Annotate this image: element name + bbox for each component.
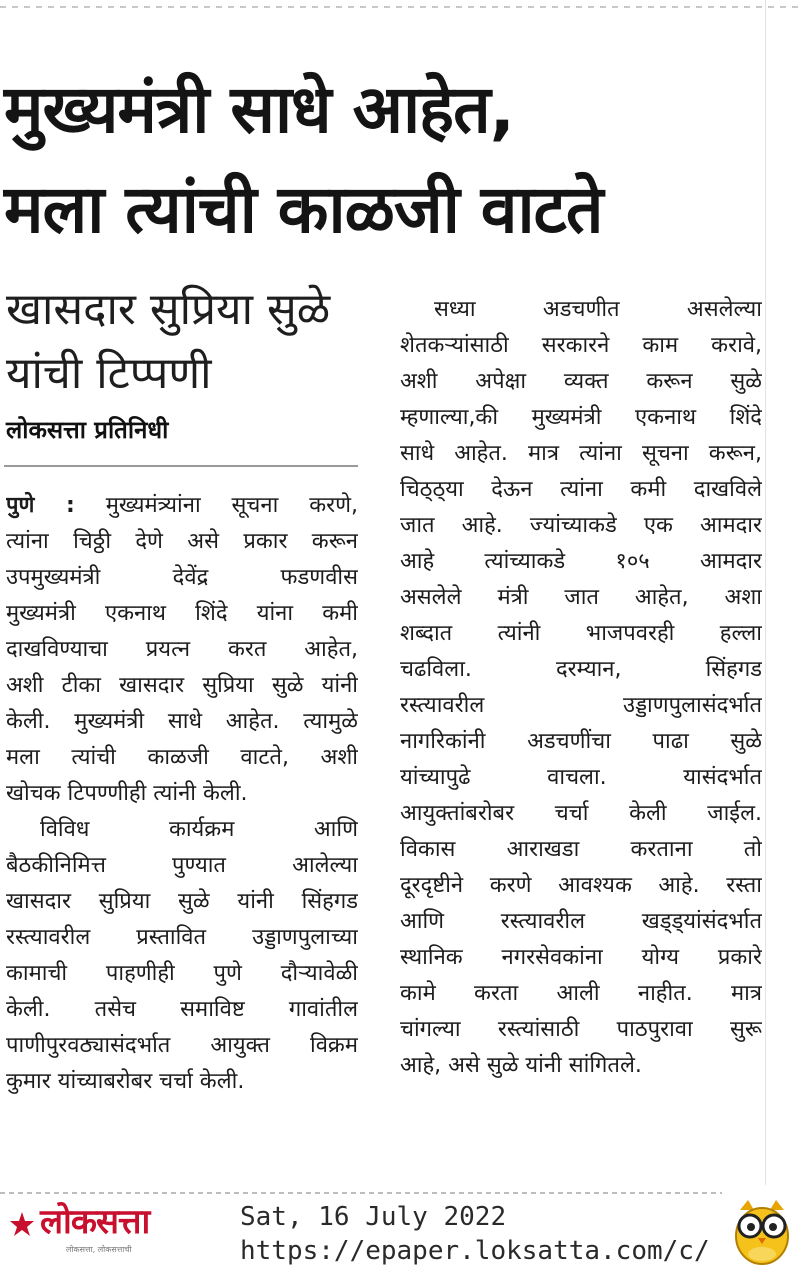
body-line: रस्त्यावरील प्रस्तावित उड्डाणपुलाच्या: [6, 925, 358, 950]
footer-divider: [0, 1192, 722, 1194]
body-line: कामे करता आली नाहीत. मात्र: [400, 981, 762, 1006]
subheadline-line-2: यांची टिप्पणी: [6, 348, 212, 399]
body-line: आहे त्यांच्याकडे १०५ आमदार: [400, 549, 762, 574]
body-line: मला त्यांची काळजी वाटते, अशी: [6, 745, 358, 770]
edition-date: Sat, 16 July 2022: [240, 1202, 507, 1232]
body-line: रस्त्यावरील उड्डाणपुलासंदर्भात: [400, 693, 762, 718]
body-line: दाखविण्याचा प्रयत्न करत आहेत,: [6, 637, 358, 662]
body-line: शेतकऱ्यांसाठी सरकारने काम करावे,: [400, 333, 762, 358]
body-line: बैठकीनिमित्त पुण्यात आलेल्या: [6, 853, 358, 878]
byline: लोकसत्ता प्रतिनिधी: [6, 416, 169, 444]
logo-wordmark: लोकसत्ता: [40, 1202, 150, 1242]
body-line: केली. मुख्यमंत्री साधे आहेत. त्यामुळे: [6, 709, 358, 734]
subheadline-line-1: खासदार सुप्रिया सुळे: [6, 284, 331, 335]
body-line: चढविला. दरम्यान, सिंहगड: [400, 657, 762, 682]
article-headline: [4, 60, 764, 260]
body-line: असलेले मंत्री जात आहेत, अशा: [400, 585, 762, 610]
body-line: खोचक टिपण्णीही त्यांनी केली.: [6, 781, 248, 806]
body-line: दूरदृष्टीने करणे आवश्यक आहे. रस्ता: [400, 873, 762, 898]
headline-line-2: मला त्यांची काळजी वाटते: [4, 171, 603, 248]
article-subheadline: [6, 278, 386, 406]
body-line: साधे आहेत. मात्र त्यांना सूचना करून,: [400, 441, 762, 466]
body-line: विविध कार्यक्रम आणि: [40, 817, 358, 842]
body-line: चिठ्ठ्या देऊन त्यांना कमी दाखविले: [400, 477, 762, 502]
body-line: नागरिकांनी अडचणींचा पाढा सुळे: [400, 729, 762, 754]
body-line: कुमार यांच्याबरोबर चर्चा केली.: [6, 1069, 245, 1094]
body-line: अशी टीका खासदार सुप्रिया सुळे यांनी: [6, 673, 358, 698]
dateline: पुणे :: [6, 493, 75, 518]
body-line: कामाची पाहणीही पुणे दौऱ्यावेळी: [6, 961, 358, 986]
body-line: सध्या अडचणीत असलेल्या: [434, 297, 762, 322]
body-line: उपमुख्यमंत्री देवेंद्र फडणवीस: [6, 565, 358, 590]
body-line: आहे, असे सुळे यांनी सांगितले.: [400, 1053, 642, 1078]
body-line: आयुक्तांबरोबर चर्चा केली जाईल.: [400, 801, 762, 826]
byline-rule: [4, 465, 358, 467]
logo-tagline: लोकसत्ता, लोकसत्ताची: [66, 1245, 132, 1254]
edition-url[interactable]: https://epaper.loksatta.com/c/: [240, 1236, 710, 1266]
right-column: [400, 292, 762, 1084]
body-line: जात आहे. ज्यांच्याकडे एक आमदार: [400, 513, 762, 538]
body-line: पाणीपुरवठ्यासंदर्भात आयुक्त विक्रम: [6, 1033, 358, 1058]
body-line: मुख्यमंत्री एकनाथ शिंदे यांना कमी: [6, 601, 358, 626]
body-line: विकास आराखडा करताना तो: [400, 837, 762, 862]
loksatta-logo[interactable]: [6, 1200, 230, 1256]
headline-line-1: मुख्यमंत्री साधे आहेत,: [4, 71, 514, 148]
body-line: म्हणाल्या,की मुख्यमंत्री एकनाथ शिंदे: [400, 405, 762, 430]
body-line: शब्दात त्यांनी भाजपवरही हल्ला: [400, 621, 762, 646]
body-line-text: मुख्यमंत्र्यांना सूचना करणे,: [74, 493, 358, 518]
edition-meta: [240, 1200, 710, 1268]
body-line: आणि रस्त्यावरील खड्ड्यांसंदर्भात: [400, 909, 762, 934]
owl-mascot-icon: [730, 1196, 794, 1266]
body-line: खासदार सुप्रिया सुळे यांनी सिंहगड: [6, 889, 358, 914]
body-line: त्यांना चिठ्ठी देणे असे प्रकार करून: [6, 529, 358, 554]
body-line: चांगल्या रस्त्यांसाठी पाठपुरावा सुरू: [400, 1017, 762, 1042]
logo-star-icon: [8, 1210, 36, 1238]
body-line: केली. तसेच समाविष्ट गावांतील: [6, 997, 358, 1022]
body-line: [6, 488, 358, 524]
scan-top-edge: [0, 6, 800, 8]
left-column: [6, 488, 358, 1100]
body-line: अशी अपेक्षा व्यक्त करून सुळे: [400, 369, 762, 394]
body-line: स्थानिक नगरसेवकांना योग्य प्रकारे: [400, 945, 762, 970]
scan-right-edge: [765, 0, 766, 1185]
body-line: यांच्यापुढे वाचला. यासंदर्भात: [400, 765, 762, 790]
